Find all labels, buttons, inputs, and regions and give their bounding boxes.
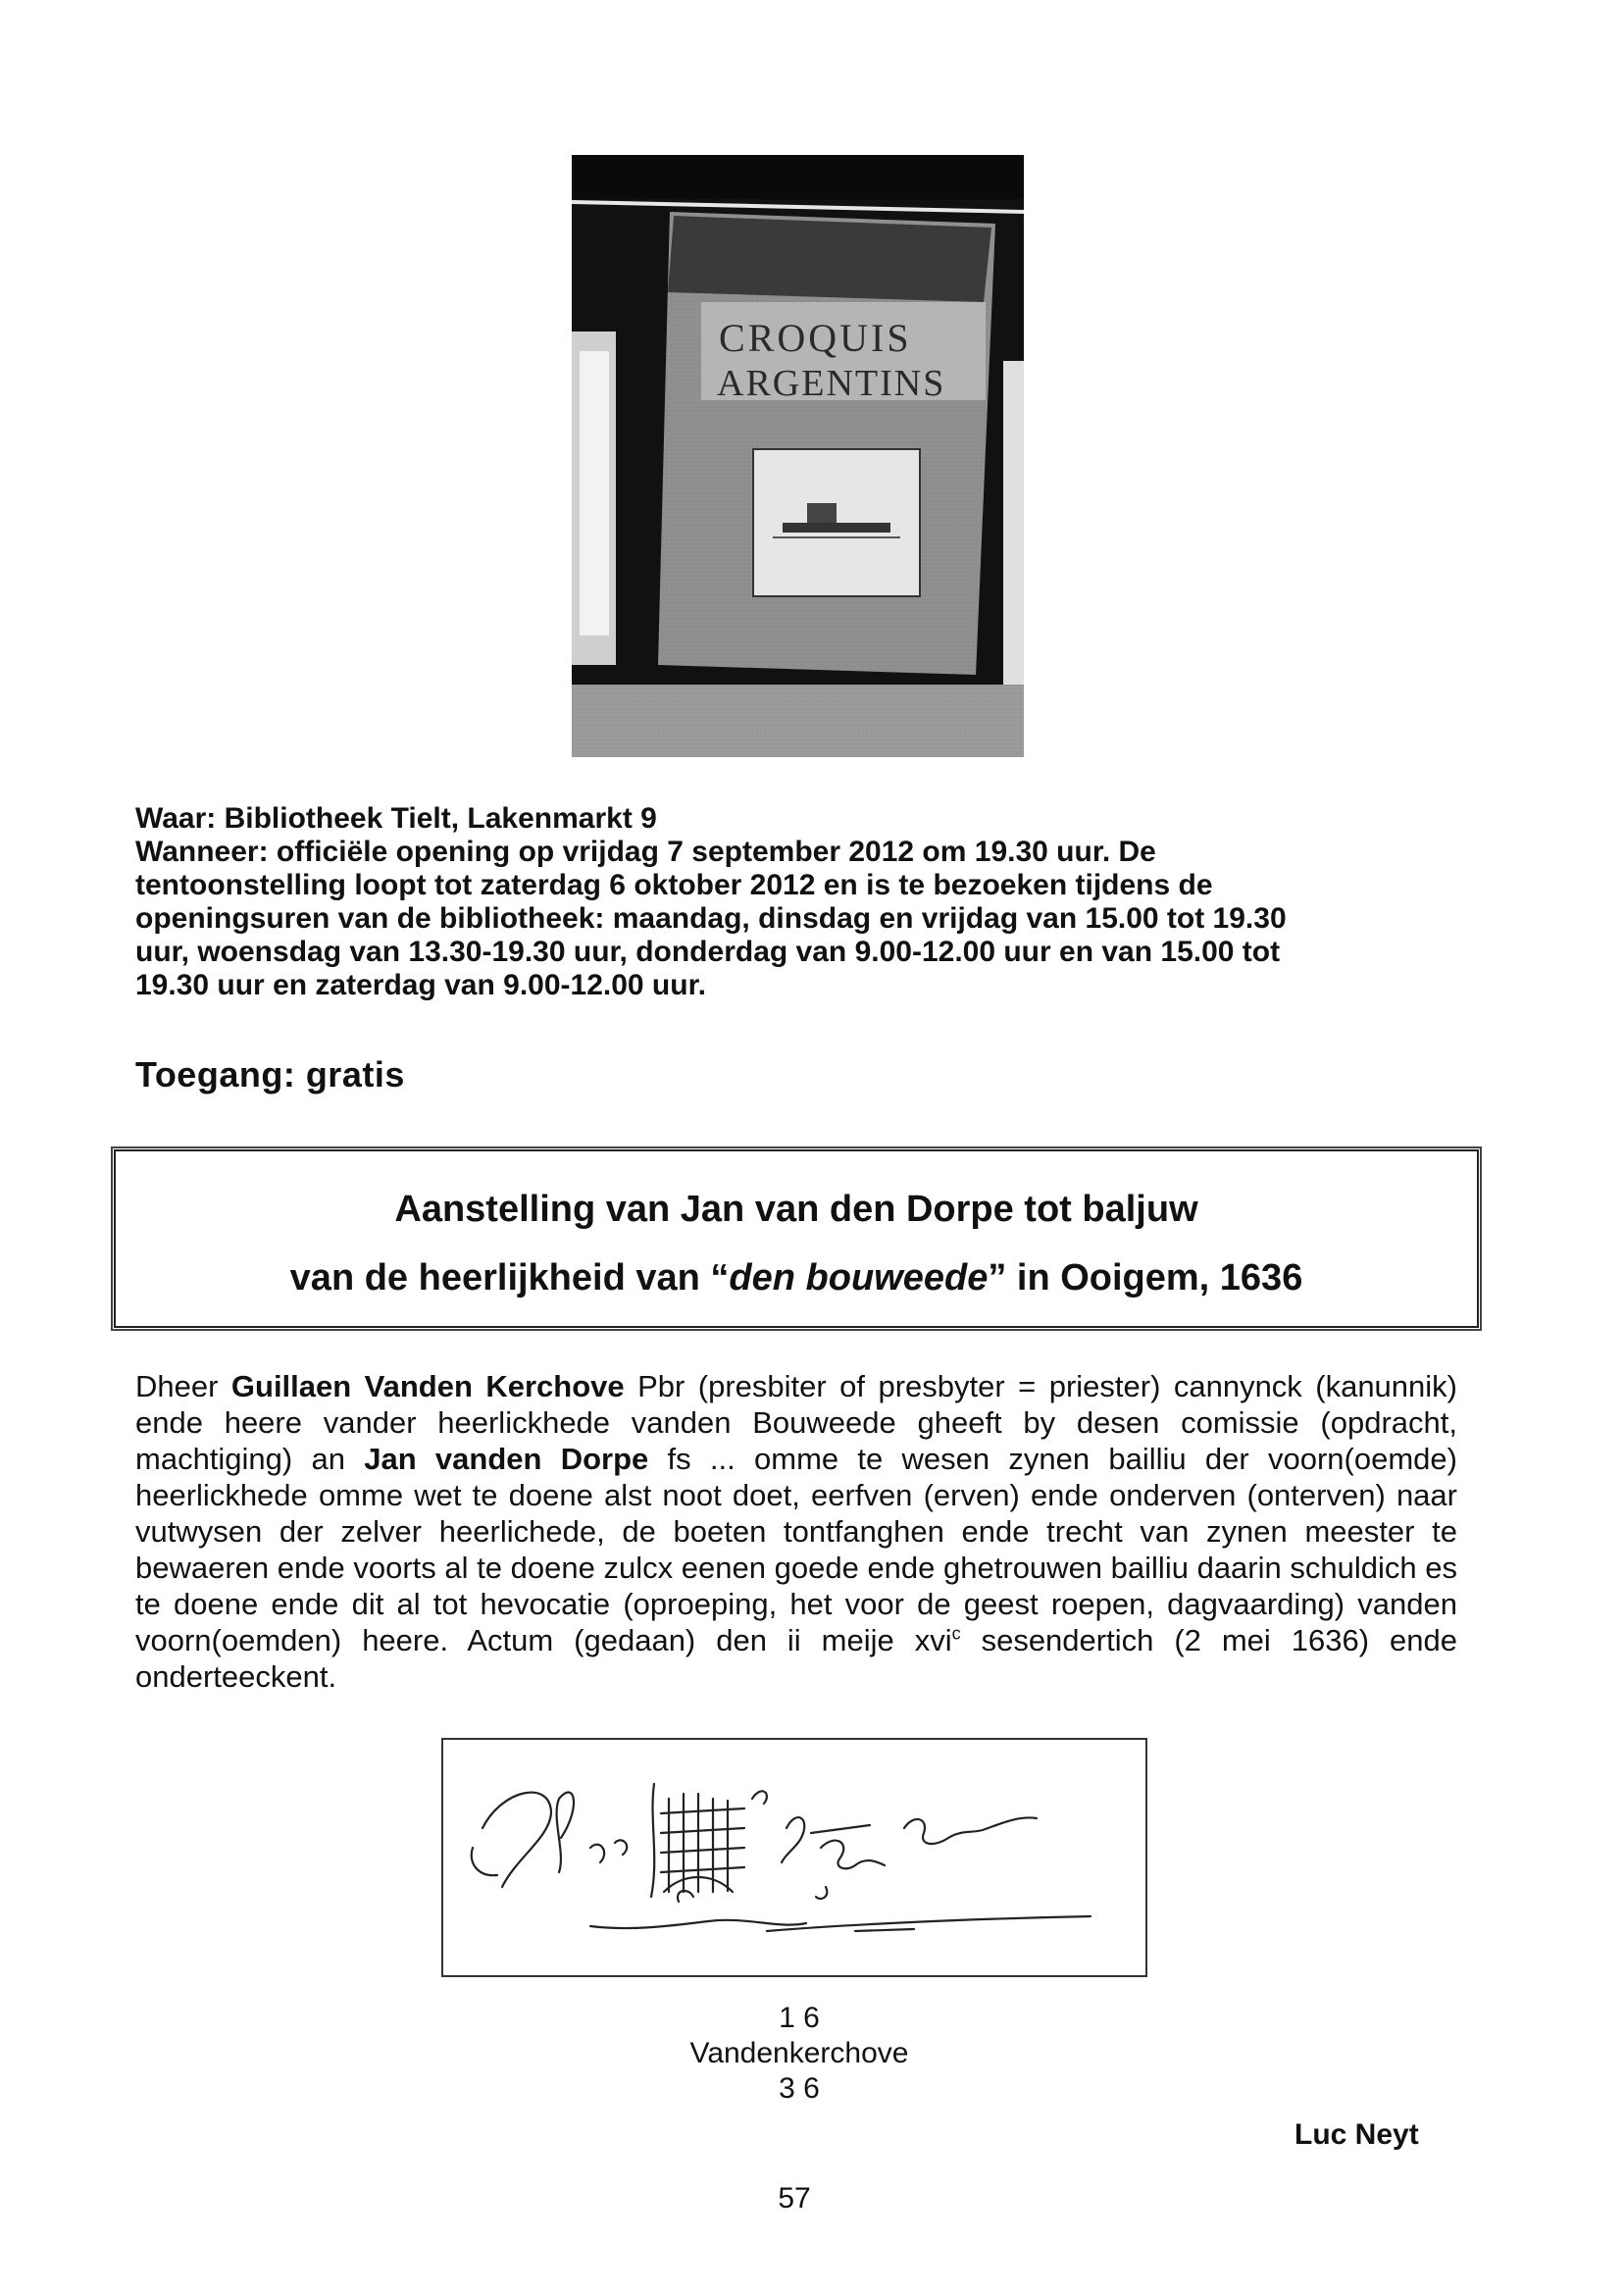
signature-caption	[588, 2001, 1010, 2107]
when-line-2: tentoonstelling loopt tot zaterdag 6 oktober 2012 en is te bezoeken tijdens de	[135, 869, 1213, 901]
title-line2-end: ” in Ooigem, 1636	[988, 1257, 1303, 1298]
when-line-3: openingsuren van de bibliotheek: maandag, dinsdag en vrijdag van 15.00 tot 19.30	[135, 902, 1287, 935]
event-info	[135, 802, 1459, 1002]
body-text-3: fs ... omme te wesen zynen bailliu der voorn(oemde) heerlickhede omme wet te doene alst noot doet, eerfven (erven) ende onderven (onterven) naar vutwysen der zelver heerlichede, de boeten tontfanghen ende trecht van zynen meester te bewaeren ende voorts al te doene zulcx eenen goede ende ghetrouwen bailliu daarin schuldich es te doene ende dit al tot hevocatie (oproeping, het voor de geest roepen, dagvaarding) vanden voorn(oemden) heere. Actum (gedaan) den ii meije xvi	[135, 1442, 1457, 1657]
title-line2-start: van de heerlijkheid van “	[289, 1257, 730, 1298]
body-text-2: Pbr (presbiter of presbyter = priester) cannynck (kanunnik) ende heere vander heerlickhede vanden Bouweede gheeft by desen comissie (opdracht, machtiging) an	[135, 1369, 1457, 1476]
body-text-1: Dheer	[135, 1369, 231, 1403]
article-title-box	[114, 1149, 1479, 1328]
article-title-line2	[116, 1257, 1477, 1299]
author-name: Luc Neyt	[1294, 2118, 1419, 2151]
admission-line: Toegang: gratis	[135, 1054, 405, 1095]
when-line-1: Wanneer: officiële opening op vrijdag 7 september 2012 om 19.30 uur. De	[135, 836, 1156, 868]
caption-line-3: 3 6	[779, 2072, 820, 2105]
poster-title-line2: ARGENTINS	[717, 363, 946, 404]
exhibition-photo	[572, 155, 1024, 757]
caption-line-2: Vandenkerchove	[689, 2037, 909, 2069]
body-name-2: Jan vanden Dorpe	[364, 1442, 649, 1476]
when-line-5: 19.30 uur en zaterdag van 9.00-12.00 uur.	[135, 969, 706, 1001]
article-body	[135, 1368, 1457, 1695]
page-number: 57	[778, 2182, 811, 2215]
poster-title-line1: CROQUIS	[719, 316, 912, 360]
body-text-4: sesendertich (2 mei 1636) ende onderteeckent.	[135, 1623, 1457, 1694]
when-line-4: uur, woensdag van 13.30-19.30 uur, donderdag van 9.00-12.00 uur en van 15.00 tot	[135, 936, 1281, 968]
caption-line-1: 1 6	[779, 2002, 820, 2034]
body-name-1: Guillaen Vanden Kerchove	[230, 1369, 625, 1403]
signature-image	[441, 1738, 1147, 1977]
article-title-line1: Aanstelling van Jan van den Dorpe tot baljuw	[394, 1189, 1198, 1230]
title-line2-italic: den bouweede	[729, 1257, 989, 1298]
body-superscript: c	[951, 1623, 961, 1644]
location-line: Waar: Bibliotheek Tielt, Lakenmarkt 9	[135, 802, 657, 835]
